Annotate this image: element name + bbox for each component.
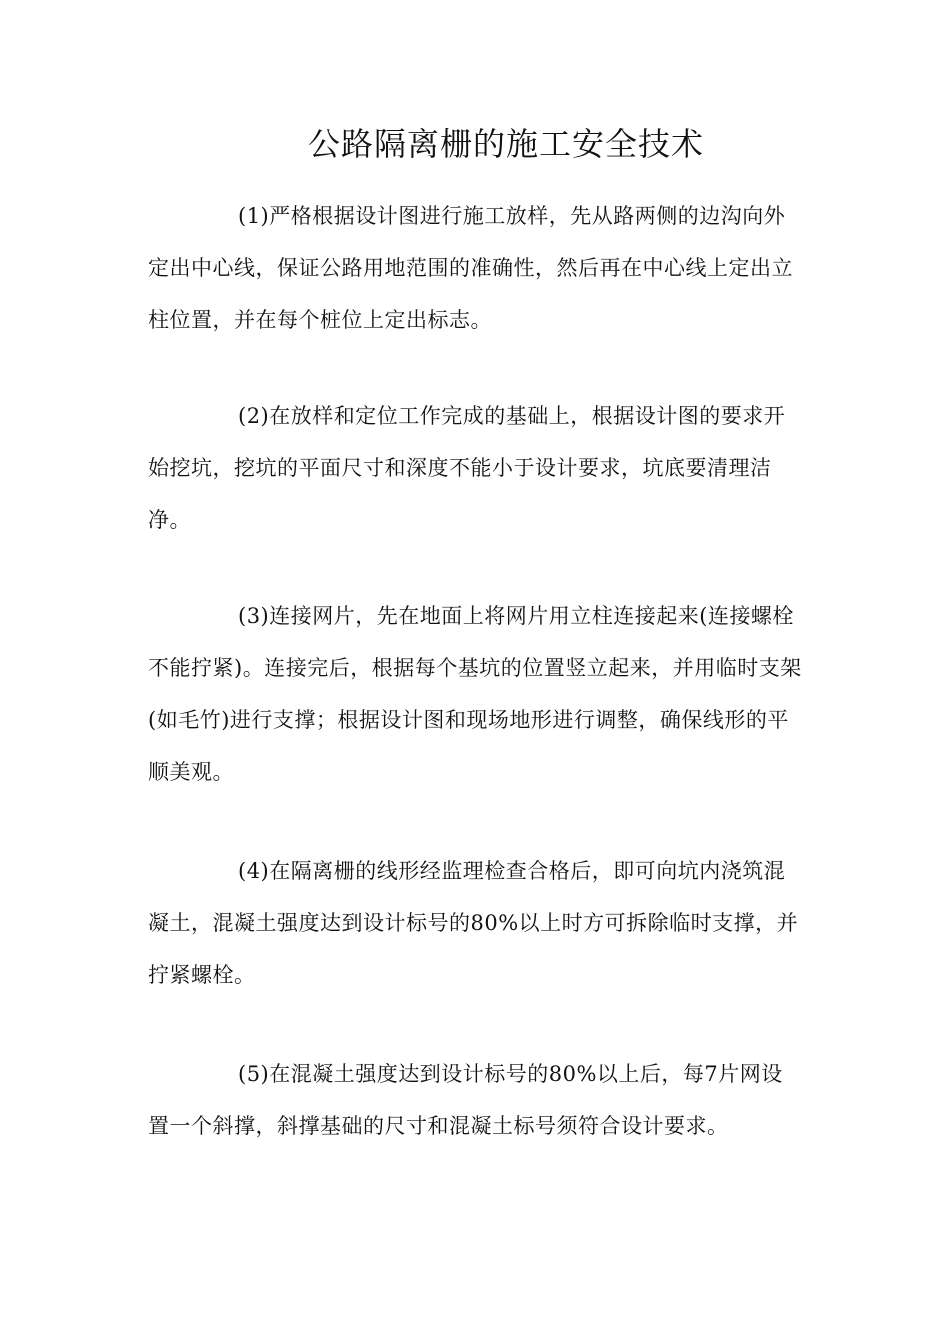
paragraph-4: (4)在隔离栅的线形经监理检查合格后，即可向坑内浇筑混凝土，混凝土强度达到设计标号的80%以上时方可拆除临时支撑，并拧紧螺栓。: [148, 859, 799, 987]
paragraph-3: (3)连接网片，先在地面上将网片用立柱连接起来(连接螺栓不能拧紧)。连接完后，根据每个基坑的位置竖立起来，并用临时支架(如毛竹)进行支撑；根据设计图和现场地形进行调整，确保线形的平顺美观。: [148, 604, 802, 784]
paragraph-5: (5)在混凝土强度达到设计标号的80%以上后，每7片网设置一个斜撑，斜撑基础的尺寸和混凝土标号须符合设计要求。: [148, 1062, 783, 1138]
paragraph-1: (1)严格根据设计图进行施工放样，先从路两侧的边沟向外定出中心线，保证公路用地范围的准确性，然后再在中心线上定出立柱位置，并在每个桩位上定出标志。: [148, 204, 793, 332]
paragraph-2: (2)在放样和定位工作完成的基础上，根据设计图的要求开始挖坑，挖坑的平面尺寸和深度不能小于设计要求，坑底要清理洁净。: [148, 404, 786, 532]
document-title: 公路隔离栅的施工安全技术: [307, 125, 704, 163]
